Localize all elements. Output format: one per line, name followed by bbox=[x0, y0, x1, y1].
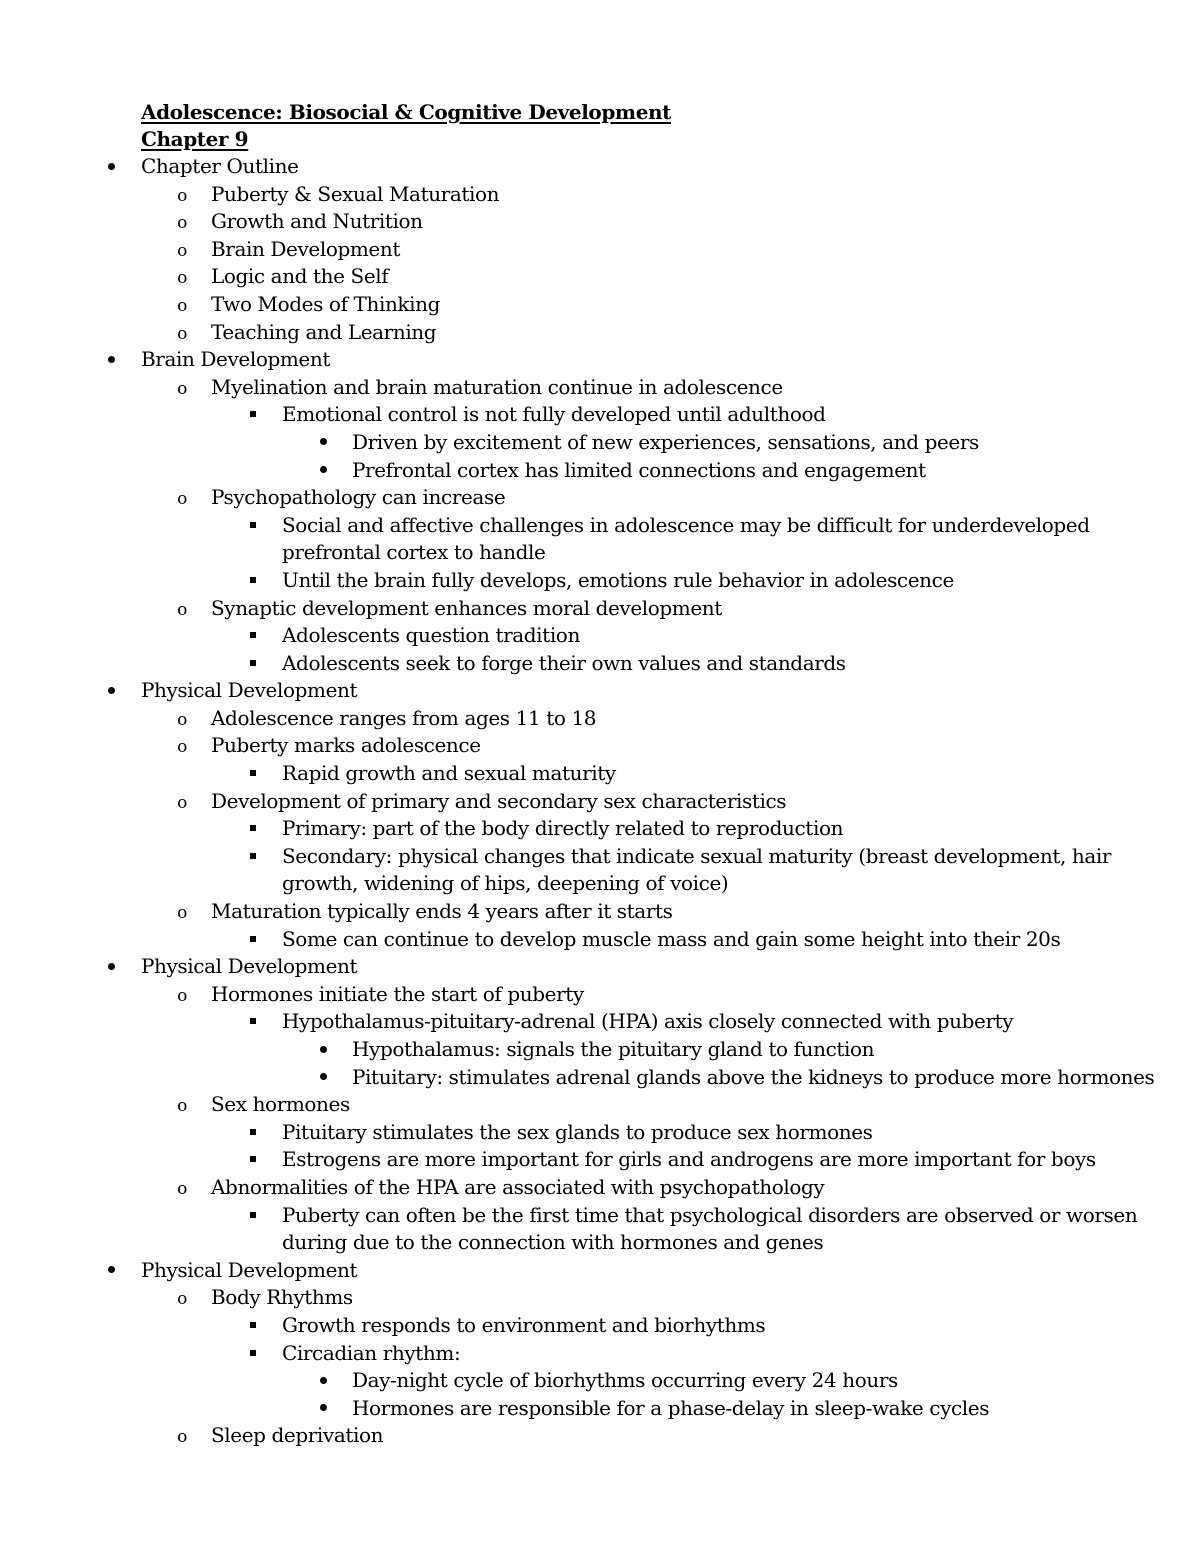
outline-item-level-1 bbox=[0, 153, 1200, 181]
outline-item-text: Until the brain fully develops, emotions rule behavior in adolescence bbox=[282, 567, 954, 592]
outline-item-text: Some can continue to develop muscle mass and gain some height into their 20s bbox=[282, 926, 1061, 951]
outline-item-text: Physical Development bbox=[141, 678, 358, 703]
square-bullet-icon bbox=[246, 1119, 260, 1147]
outline-item-text: Sex hormones bbox=[211, 1092, 350, 1117]
outline-item-text: Circadian rhythm: bbox=[282, 1340, 461, 1365]
outline-item-level-4 bbox=[0, 429, 1200, 457]
outline-item-text: Rapid growth and sexual maturity bbox=[282, 761, 616, 786]
outline-item-text: prefrontal cortex to handle bbox=[282, 540, 546, 565]
outline-item-text: Day-night cycle of biorhythms occurring every 24 hours bbox=[352, 1368, 898, 1393]
outline-item-text: Chapter Outline bbox=[141, 154, 299, 178]
outline-item-text: Driven by excitement of new experiences, sensations, and peers bbox=[352, 429, 979, 454]
outline-item-text: Social and affective challenges in adolescence may be difficult for underdeveloped bbox=[282, 512, 1090, 537]
square-bullet-icon bbox=[246, 567, 260, 595]
circle-o-bullet-icon: o bbox=[177, 240, 187, 261]
chapter-heading: Chapter 9 bbox=[141, 127, 249, 151]
outline-item-text: Sleep deprivation bbox=[211, 1423, 384, 1448]
outline-item-level-2 bbox=[0, 595, 1200, 623]
outline-item-level-3 bbox=[0, 760, 1200, 788]
outline-item-level-3 bbox=[0, 926, 1200, 954]
outline-item-text: Secondary: physical changes that indicate sexual maturity (breast development, hair bbox=[282, 843, 1112, 868]
outline-item-text: Development of primary and secondary sex characteristics bbox=[211, 788, 787, 813]
outline-item-text: Hypothalamus: signals the pituitary gland to function bbox=[352, 1037, 875, 1061]
circle-o-bullet-icon: o bbox=[177, 489, 187, 510]
circle-o-bullet-icon: o bbox=[177, 1178, 187, 1199]
outline-item-text: Myelination and brain maturation continue in adolescence bbox=[211, 374, 783, 399]
disc-bullet-icon bbox=[104, 953, 118, 981]
circle-o-bullet-icon: o bbox=[177, 599, 187, 620]
outline-item-text: Teaching and Learning bbox=[211, 319, 437, 344]
outline-item-level-3 bbox=[0, 539, 1200, 567]
outline-item-level-3 bbox=[0, 1146, 1200, 1174]
outline-item-level-3 bbox=[0, 1312, 1200, 1340]
outline-item-text: Puberty marks adolescence bbox=[211, 733, 481, 758]
disc-bullet-icon bbox=[316, 1036, 330, 1064]
disc-bullet-icon bbox=[104, 1257, 118, 1285]
outline-item-text: Pituitary stimulates the sex glands to produce sex hormones bbox=[282, 1119, 873, 1144]
outline-item-level-2 bbox=[0, 208, 1200, 236]
outline-item-text: Hormones are responsible for a phase-delay in sleep-wake cycles bbox=[352, 1395, 990, 1420]
square-bullet-icon bbox=[246, 843, 260, 871]
outline-item-level-3 bbox=[0, 650, 1200, 678]
outline-item-level-2 bbox=[0, 263, 1200, 291]
disc-bullet-icon bbox=[316, 429, 330, 457]
square-bullet-icon bbox=[246, 401, 260, 429]
outline-item-text: Puberty & Sexual Maturation bbox=[211, 181, 500, 206]
outline-item-level-2 bbox=[0, 981, 1200, 1009]
outline-item-text: Primary: part of the body directly related to reproduction bbox=[282, 816, 844, 841]
circle-o-bullet-icon: o bbox=[177, 985, 187, 1006]
outline-item-level-3 bbox=[0, 815, 1200, 843]
square-bullet-icon bbox=[246, 512, 260, 540]
outline-item-level-3 bbox=[0, 1340, 1200, 1368]
square-bullet-icon bbox=[246, 650, 260, 678]
outline-item-level-3 bbox=[0, 1229, 1200, 1257]
disc-bullet-icon bbox=[104, 346, 118, 374]
circle-o-bullet-icon: o bbox=[177, 268, 187, 289]
outline-item-text: Adolescents seek to forge their own values and standards bbox=[282, 650, 846, 675]
circle-o-bullet-icon: o bbox=[177, 1096, 187, 1117]
square-bullet-icon bbox=[246, 1312, 260, 1340]
outline-item-level-1 bbox=[0, 953, 1200, 981]
outline-item-level-2 bbox=[0, 484, 1200, 512]
circle-o-bullet-icon: o bbox=[177, 1427, 187, 1448]
square-bullet-icon bbox=[246, 926, 260, 954]
outline-item-level-1 bbox=[0, 1257, 1200, 1285]
outline-item-level-3 bbox=[0, 1202, 1200, 1230]
disc-bullet-icon bbox=[316, 1367, 330, 1395]
outline-item-text: Two Modes of Thinking bbox=[211, 291, 441, 316]
circle-o-bullet-icon: o bbox=[177, 378, 187, 399]
square-bullet-icon bbox=[246, 1202, 260, 1230]
outline-item-text: Abnormalities of the HPA are associated with psychopathology bbox=[211, 1174, 825, 1199]
circle-o-bullet-icon: o bbox=[177, 792, 187, 813]
square-bullet-icon bbox=[246, 760, 260, 788]
outline-item-text: growth, widening of hips, deepening of voice) bbox=[282, 871, 729, 896]
outline-item-text: Prefrontal cortex has limited connections and engagement bbox=[352, 457, 926, 482]
outline-item-text: Physical Development bbox=[141, 954, 358, 979]
disc-bullet-icon bbox=[316, 457, 330, 485]
outline-list bbox=[0, 153, 1200, 1450]
outline-item-text: Growth responds to environment and biorhythms bbox=[282, 1312, 766, 1337]
circle-o-bullet-icon: o bbox=[177, 737, 187, 758]
outline-item-text: Physical Development bbox=[141, 1257, 358, 1282]
circle-o-bullet-icon: o bbox=[177, 903, 187, 924]
outline-item-text: Logic and the Self bbox=[211, 264, 389, 289]
outline-item-level-2 bbox=[0, 319, 1200, 347]
outline-item-level-2 bbox=[0, 374, 1200, 402]
outline-item-level-2 bbox=[0, 898, 1200, 926]
outline-item-level-4 bbox=[0, 1367, 1200, 1395]
circle-o-bullet-icon: o bbox=[177, 185, 187, 206]
square-bullet-icon bbox=[246, 622, 260, 650]
outline-item-text: Hormones initiate the start of puberty bbox=[211, 981, 584, 1006]
outline-item-level-3 bbox=[0, 843, 1200, 871]
outline-item-text: Puberty can often be the first time that psychological disorders are observed or worsen bbox=[282, 1202, 1138, 1227]
outline-item-level-2 bbox=[0, 1174, 1200, 1202]
outline-item-level-3 bbox=[0, 567, 1200, 595]
square-bullet-icon bbox=[246, 1340, 260, 1368]
outline-item-level-2 bbox=[0, 236, 1200, 264]
square-bullet-icon bbox=[246, 1146, 260, 1174]
outline-item-text: Pituitary: stimulates adrenal glands above the kidneys to produce more hormones bbox=[352, 1064, 1155, 1089]
outline-item-text: Brain Development bbox=[141, 347, 330, 372]
outline-item-text: Growth and Nutrition bbox=[211, 209, 423, 234]
outline-item-level-2 bbox=[0, 732, 1200, 760]
outline-item-level-4 bbox=[0, 457, 1200, 485]
outline-item-text: Hypothalamus-pituitary-adrenal (HPA) axis closely connected with puberty bbox=[282, 1009, 1014, 1034]
outline-item-level-3 bbox=[0, 512, 1200, 540]
outline-item-level-1 bbox=[0, 677, 1200, 705]
square-bullet-icon bbox=[246, 815, 260, 843]
outline-item-text: Estrogens are more important for girls and androgens are more important for boys bbox=[282, 1147, 1096, 1172]
square-bullet-icon bbox=[246, 1008, 260, 1036]
outline-item-level-2 bbox=[0, 1284, 1200, 1312]
circle-o-bullet-icon: o bbox=[177, 323, 187, 344]
outline-item-level-3 bbox=[0, 1008, 1200, 1036]
circle-o-bullet-icon: o bbox=[177, 1289, 187, 1310]
outline-item-level-2 bbox=[0, 1091, 1200, 1119]
outline-item-text: during due to the connection with hormones and genes bbox=[282, 1230, 824, 1255]
outline-item-level-2 bbox=[0, 181, 1200, 209]
outline-item-level-1 bbox=[0, 346, 1200, 374]
document-title: Adolescence: Biosocial & Cognitive Development bbox=[141, 100, 671, 124]
outline-item-text: Emotional control is not fully developed until adulthood bbox=[282, 402, 826, 427]
outline-item-text: Brain Development bbox=[211, 236, 400, 261]
disc-bullet-icon bbox=[104, 677, 118, 705]
outline-item-level-4 bbox=[0, 1395, 1200, 1423]
outline-item-level-2 bbox=[0, 1422, 1200, 1450]
outline-item-level-4 bbox=[0, 1036, 1200, 1064]
outline-item-text: Adolescence ranges from ages 11 to 18 bbox=[211, 705, 597, 730]
disc-bullet-icon bbox=[316, 1395, 330, 1423]
outline-item-level-2 bbox=[0, 291, 1200, 319]
outline-item-level-2 bbox=[0, 788, 1200, 816]
outline-item-level-2 bbox=[0, 705, 1200, 733]
outline-item-text: Body Rhythms bbox=[211, 1285, 353, 1310]
outline-item-level-4 bbox=[0, 1064, 1200, 1092]
circle-o-bullet-icon: o bbox=[177, 213, 187, 234]
disc-bullet-icon bbox=[104, 153, 118, 181]
outline-item-level-3 bbox=[0, 1119, 1200, 1147]
outline-item-text: Psychopathology can increase bbox=[211, 485, 506, 510]
outline-item-level-3 bbox=[0, 401, 1200, 429]
outline-item-level-3 bbox=[0, 870, 1200, 898]
circle-o-bullet-icon: o bbox=[177, 709, 187, 730]
outline-item-text: Adolescents question tradition bbox=[282, 623, 580, 648]
outline-item-text: Maturation typically ends 4 years after it starts bbox=[211, 899, 673, 924]
disc-bullet-icon bbox=[316, 1064, 330, 1092]
outline-item-text: Synaptic development enhances moral development bbox=[211, 595, 722, 620]
circle-o-bullet-icon: o bbox=[177, 295, 187, 316]
outline-item-level-3 bbox=[0, 622, 1200, 650]
